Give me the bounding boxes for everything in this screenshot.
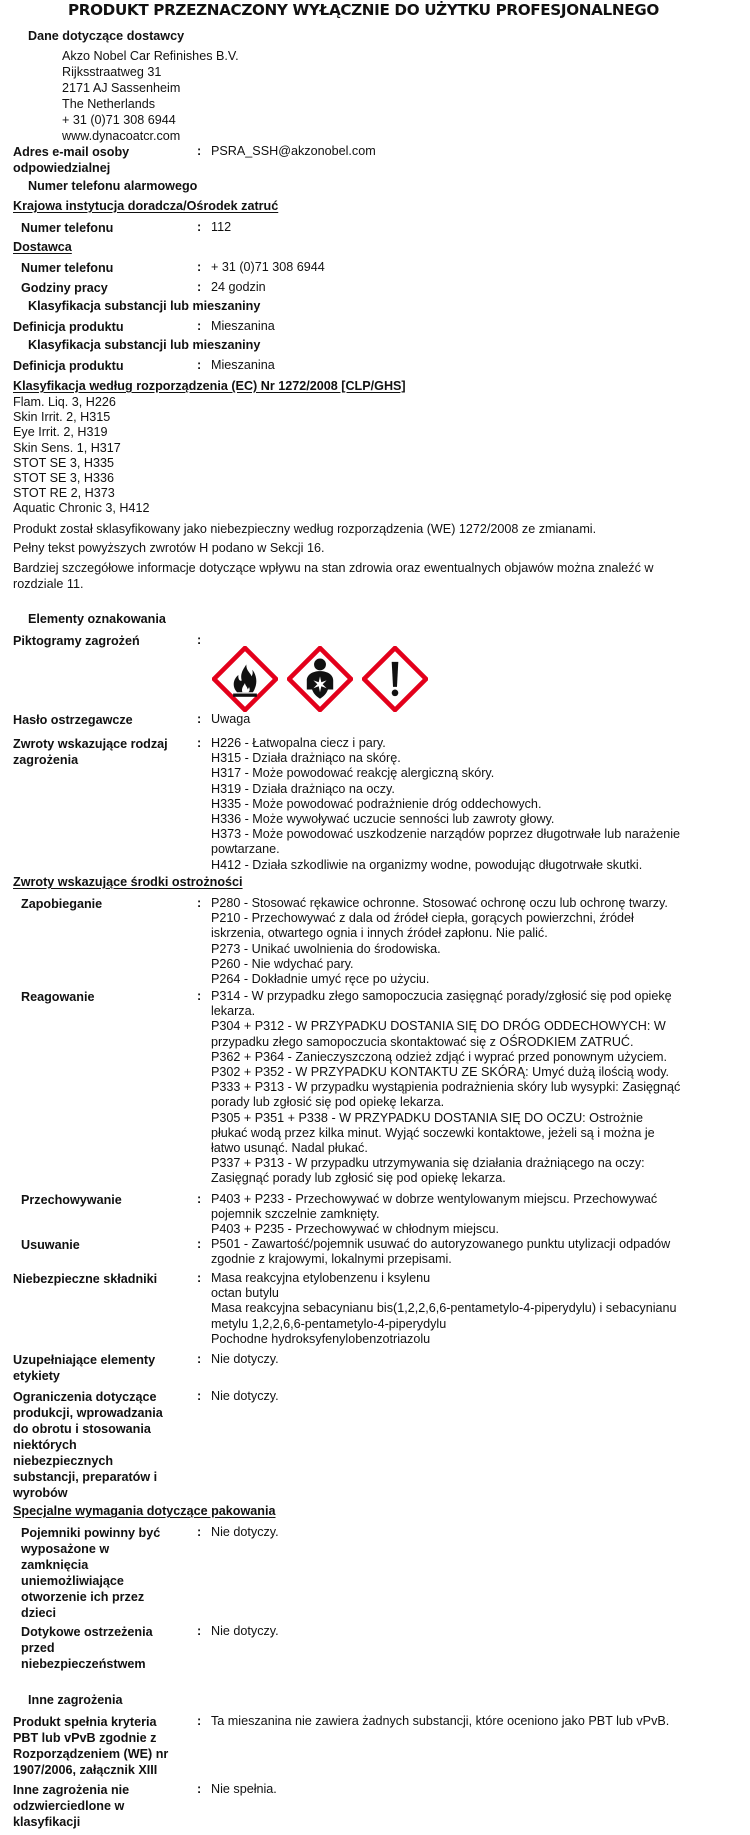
prevention-list (211, 896, 668, 987)
hazardous-ingredients-label: Niebezpieczne składniki (13, 1272, 158, 1286)
tactile-warning-value: Nie dotyczy. (211, 1624, 279, 1638)
colon: : (197, 712, 202, 726)
ingredient: Pochodne hydroksyfenylobenzotriazolu (211, 1331, 431, 1346)
hazard-statement: H412 - Działa szkodliwie na organizmy wodne, powodując długotrwałe skutki. (211, 857, 643, 872)
hazard-statements-label (13, 736, 168, 768)
hours-label: Godziny pracy (21, 281, 108, 295)
precautionary-statement: P403 + P235 - Przechowywać w chłodnym miejscu. (211, 1222, 500, 1237)
definition-value: Mieszanina (211, 358, 275, 372)
colon: : (197, 1389, 202, 1403)
label-line: Dotykowe ostrzeżenia (21, 1625, 153, 1639)
hazard-statement: H319 - Działa drażniąco na oczy. (211, 781, 395, 796)
address-line: 2171 AJ Sassenheim (62, 81, 181, 95)
tactile-warning-label (21, 1624, 153, 1672)
ingredient: octan butylu (211, 1286, 279, 1301)
colon: : (197, 989, 202, 1003)
colon: : (197, 633, 202, 647)
colon: : (197, 1525, 202, 1539)
disposal-list (211, 1237, 670, 1267)
label-line: Pojemniki powinny być (21, 1526, 161, 1540)
colon: : (197, 1624, 202, 1638)
precautionary-statement: P403 + P233 - Przechowywać w dobrze wentylowanym miejscu. Przechowywać (211, 1192, 658, 1206)
address-line: The Netherlands (62, 97, 156, 111)
label-line: produkcji, wprowadzania (13, 1406, 163, 1420)
signal-word-value: Uwaga (211, 712, 251, 726)
supplier-phone-label: Numer telefonu (21, 261, 114, 275)
clp-heading: Klasyfikacja według rozporządzenia (EC) Nr 1272/2008 [CLP/GHS] (13, 379, 406, 393)
classification-heading: Klasyfikacja substancji lub mieszaniny (28, 299, 261, 313)
precautionary-statement: P264 - Dokładnie umyć ręce po użyciu. (211, 972, 430, 987)
precautionary-statement: P302 + P352 - W PRZYPADKU KONTAKTU ZE SKÓRĄ: Umyć dużą ilością wody. (211, 1065, 670, 1080)
label-line: przed (21, 1641, 55, 1655)
health-hazard-icon (287, 646, 353, 712)
storage-label: Przechowywanie (21, 1193, 122, 1207)
colon: : (197, 220, 202, 234)
address-line: + 31 (0)71 308 6944 (62, 113, 176, 127)
clp-item: STOT RE 2, H373 (13, 486, 115, 501)
hazard-statement: H336 - Może wywoływać uczucie senności lub zawroty głowy. (211, 812, 555, 827)
precautionary-statement: łatwo usunąć. Nadal płukać. (211, 1141, 368, 1156)
definition-label: Definicja produktu (13, 359, 124, 373)
label-line: zagrożenia (13, 753, 79, 767)
supplier-subheading: Dostawca (13, 240, 72, 254)
precautionary-statement: porady lub zgłosić się pod opiekę lekarza. (211, 1095, 445, 1110)
precautionary-statement: iskrzenia, otwartego ognia i innych źródeł zapłonu. Nie palić. (211, 926, 548, 941)
label-line: niebezpieczeństwem (21, 1657, 146, 1671)
precautionary-statement: P501 - Zawartość/pojemnik usuwać do autoryzowanego punktu utylizacji odpadów (211, 1237, 671, 1251)
packaging-heading: Specjalne wymagania dotyczące pakowania (13, 1504, 276, 1518)
label-line: Zwroty wskazujące rodzaj (13, 737, 168, 751)
address-link[interactable]: www.dynacoatcr.com (62, 129, 181, 143)
precautionary-statement: lekarza. (211, 1004, 256, 1019)
exclamation-mark-icon (362, 646, 428, 712)
clp-item: Skin Irrit. 2, H315 (13, 410, 111, 425)
colon: : (197, 1237, 202, 1251)
other-hazards-label (13, 1782, 129, 1830)
emergency-heading: Numer telefonu alarmowego (28, 179, 198, 193)
label-line: odzwierciedlone w (13, 1799, 125, 1813)
precautionary-statement: P280 - Stosować rękawice ochronne. Stosować ochronę oczu lub ochronę twarzy. (211, 896, 668, 910)
document-title: PRODUKT PRZEZNACZONY WYŁĄCZNIE DO UŻYTKU PROFESJONALNEGO (68, 1, 659, 19)
ingredient: metylu 1,2,2,6,6-pentametylo-4-piperydylu (211, 1316, 447, 1331)
clp-item: Eye Irrit. 2, H319 (13, 425, 108, 440)
label-line: otworzenie ich przez (21, 1590, 145, 1604)
note-line: rozdziale 11. (13, 576, 84, 591)
pbt-value: Ta mieszanina nie zawiera żadnych substancji, które oceniono jako PBT lub vPvB. (211, 1714, 670, 1728)
colon: : (197, 896, 202, 910)
hazard-statement: H317 - Może powodować reakcję alergiczną skóry. (211, 766, 495, 781)
label-line: wyrobów (13, 1486, 68, 1500)
label-line: PBT lub vPvB zgodnie z (13, 1731, 157, 1745)
precautionary-statement: płukać wodą przez kilka minut. Wyjąć soczewki kontaktowe, jeżeli są i można je (211, 1125, 655, 1140)
colon: : (197, 1271, 202, 1285)
supplemental-value: Nie dotyczy. (211, 1352, 279, 1366)
pictograms-label: Piktogramy zagrożeń (13, 634, 140, 648)
precautionary-statement: zgodnie z krajowymi, lokalnymi przepisami. (211, 1252, 452, 1267)
label-line: zamknięcia (21, 1558, 89, 1572)
pbt-label (13, 1714, 168, 1778)
email-value[interactable]: PSRA_SSH@akzonobel.com (211, 144, 376, 158)
hours-value: 24 godzin (211, 280, 266, 294)
colon: : (197, 144, 202, 158)
colon: : (197, 1714, 202, 1728)
label-line: 1907/2006, załącznik XIII (13, 1763, 158, 1777)
ingredient: Masa reakcyjna sebacynianu bis(1,2,2,6,6-pentametylo-4-piperydylu) i sebacynianu (211, 1301, 677, 1316)
label-line: niebezpiecznych (13, 1454, 114, 1468)
precautionary-statement: P305 + P351 + P338 - W PRZYPADKU DOSTANIA SIĘ DO OCZU: Ostrożnie (211, 1110, 644, 1125)
hazard-statement: H226 - Łatwopalna ciecz i pary. (211, 736, 386, 750)
national-phone-label: Numer telefonu (21, 221, 114, 235)
other-hazards-heading: Inne zagrożenia (28, 1693, 123, 1707)
disposal-label: Usuwanie (21, 1238, 80, 1252)
hazardous-ingredients-list (211, 1271, 677, 1347)
note-line: Bardziej szczegółowe informacje dotyczące wpływu na stan zdrowia oraz ewentualnych objawów można znaleźć w (13, 561, 654, 575)
hazard-statement: H335 - Może powodować podrażnienie dróg oddechowych. (211, 796, 542, 811)
colon: : (197, 1192, 202, 1206)
hazard-statement: H315 - Działa drażniąco na skórę. (211, 751, 401, 766)
label-line: klasyfikacji (13, 1815, 81, 1829)
label-line: wyposażone w (21, 1542, 110, 1556)
precautionary-statement: P314 - W przypadku złego samopoczucia zasięgnąć porady/zgłosić się pod opiekę (211, 989, 672, 1003)
child-resistant-value: Nie dotyczy. (211, 1525, 279, 1539)
prevention-label: Zapobieganie (21, 897, 103, 911)
clp-item: Flam. Liq. 3, H226 (13, 395, 116, 409)
national-center-heading: Krajowa instytucja doradcza/Ośrodek zatruć (13, 199, 279, 213)
label-line: Uzupełniające elementy (13, 1353, 156, 1367)
clp-item: STOT SE 3, H336 (13, 471, 115, 486)
precautionary-statement: Zasięgnąć porady lub zgłosić się pod opiekę lekarza. (211, 1171, 506, 1186)
national-phone-value: 112 (211, 220, 232, 234)
other-hazards-value: Nie spełnia. (211, 1782, 277, 1796)
restrictions-label (13, 1389, 163, 1501)
response-label: Reagowanie (21, 990, 95, 1004)
supplier-phone-value: + 31 (0)71 308 6944 (211, 260, 325, 274)
clp-list (13, 395, 150, 517)
colon: : (197, 358, 202, 372)
precautionary-statement: P362 + P364 - Zanieczyszczoną odzież zdjąć i wyprać przed ponownym użyciem. (211, 1049, 668, 1064)
child-resistant-label (21, 1525, 160, 1621)
clp-item: STOT SE 3, H335 (13, 455, 115, 470)
h-statements-note: Pełny tekst powyższych zwrotów H podano w Sekcji 16. (13, 541, 325, 555)
colon: : (197, 319, 202, 333)
label-line: Inne zagrożenia nie (13, 1783, 130, 1797)
storage-list (211, 1192, 657, 1238)
supplier-heading: Dane dotyczące dostawcy (28, 29, 185, 43)
definition-label: Definicja produktu (13, 320, 124, 334)
colon: : (197, 736, 202, 750)
clp-item: Aquatic Chronic 3, H412 (13, 501, 150, 516)
label-line: substancji, preparatów i (13, 1470, 158, 1484)
precautionary-statement: P337 + P313 - W przypadku utrzymywania się działania drażniącego na oczy: (211, 1156, 645, 1171)
label-line: Adres e-mail osoby (13, 145, 130, 159)
precautionary-statement: P273 - Unikać uwolnienia do środowiska. (211, 941, 441, 956)
precautionary-statement: przypadku złego samopoczucia skontaktować się z OŚRODKIEM ZATRUĆ. (211, 1034, 634, 1049)
definition-value: Mieszanina (211, 319, 275, 333)
precautionary-statement: P333 + P313 - W przypadku wystąpienia podrażnienia skóry lub wysypki: Zasięgnąć (211, 1080, 681, 1095)
label-line: odpowiedzialnej (13, 161, 111, 175)
label-line: Ograniczenia dotyczące (13, 1390, 157, 1404)
label-line: niektórych (13, 1438, 77, 1452)
label-line: do obrotu i stosowania (13, 1422, 151, 1436)
hazard-statement: H373 - Może powodować uszkodzenie narządów poprzez długotrwałe lub narażenie (211, 827, 681, 842)
colon: : (197, 1352, 202, 1366)
address-line: Rijksstraatweg 31 (62, 65, 162, 79)
label-line: dzieci (21, 1606, 56, 1620)
address-line: Akzo Nobel Car Refinishes B.V. (62, 49, 239, 63)
hazard-statement: powtarzane. (211, 842, 280, 857)
label-line: Rozporządzeniem (WE) nr (13, 1747, 169, 1761)
precautionary-heading: Zwroty wskazujące środki ostrożności (13, 875, 243, 889)
hazard-pictograms (212, 646, 428, 712)
email-label (13, 144, 129, 176)
colon: : (197, 1782, 202, 1796)
classification-statement: Produkt został sklasyfikowany jako niebezpieczny według rozporządzenia (WE) 1272/2008 ze zmianami. (13, 522, 597, 536)
precautionary-statement: P304 + P312 - W PRZYPADKU DOSTANIA SIĘ DO DRÓG ODDECHOWYCH: W (211, 1019, 666, 1034)
label-line: uniemożliwiające (21, 1574, 124, 1588)
clp-item: Skin Sens. 1, H317 (13, 440, 121, 455)
precautionary-statement: P260 - Nie wdychać pary. (211, 956, 354, 971)
hazard-statements-list (211, 736, 680, 873)
label-line: Produkt spełnia kryteria (13, 1715, 157, 1729)
classification-heading: Klasyfikacja substancji lub mieszaniny (28, 338, 261, 352)
label-line: etykiety (13, 1369, 60, 1383)
label-elements-heading: Elementy oznakowania (28, 612, 166, 626)
restrictions-value: Nie dotyczy. (211, 1389, 279, 1403)
response-list (211, 989, 680, 1187)
health-info-note (13, 561, 654, 592)
ingredient: Masa reakcyjna etylobenzenu i ksylenu (211, 1271, 431, 1285)
precautionary-statement: P210 - Przechowywać z dala od źródeł ciepła, gorących powierzchni, źródeł (211, 911, 634, 926)
colon: : (197, 280, 202, 294)
supplier-address (62, 48, 239, 144)
colon: : (197, 260, 202, 274)
flame-icon (212, 646, 278, 712)
supplemental-label (13, 1352, 155, 1384)
precautionary-statement: pojemnik szczelnie zamknięty. (211, 1207, 380, 1222)
signal-word-label: Hasło ostrzegawcze (13, 713, 133, 727)
